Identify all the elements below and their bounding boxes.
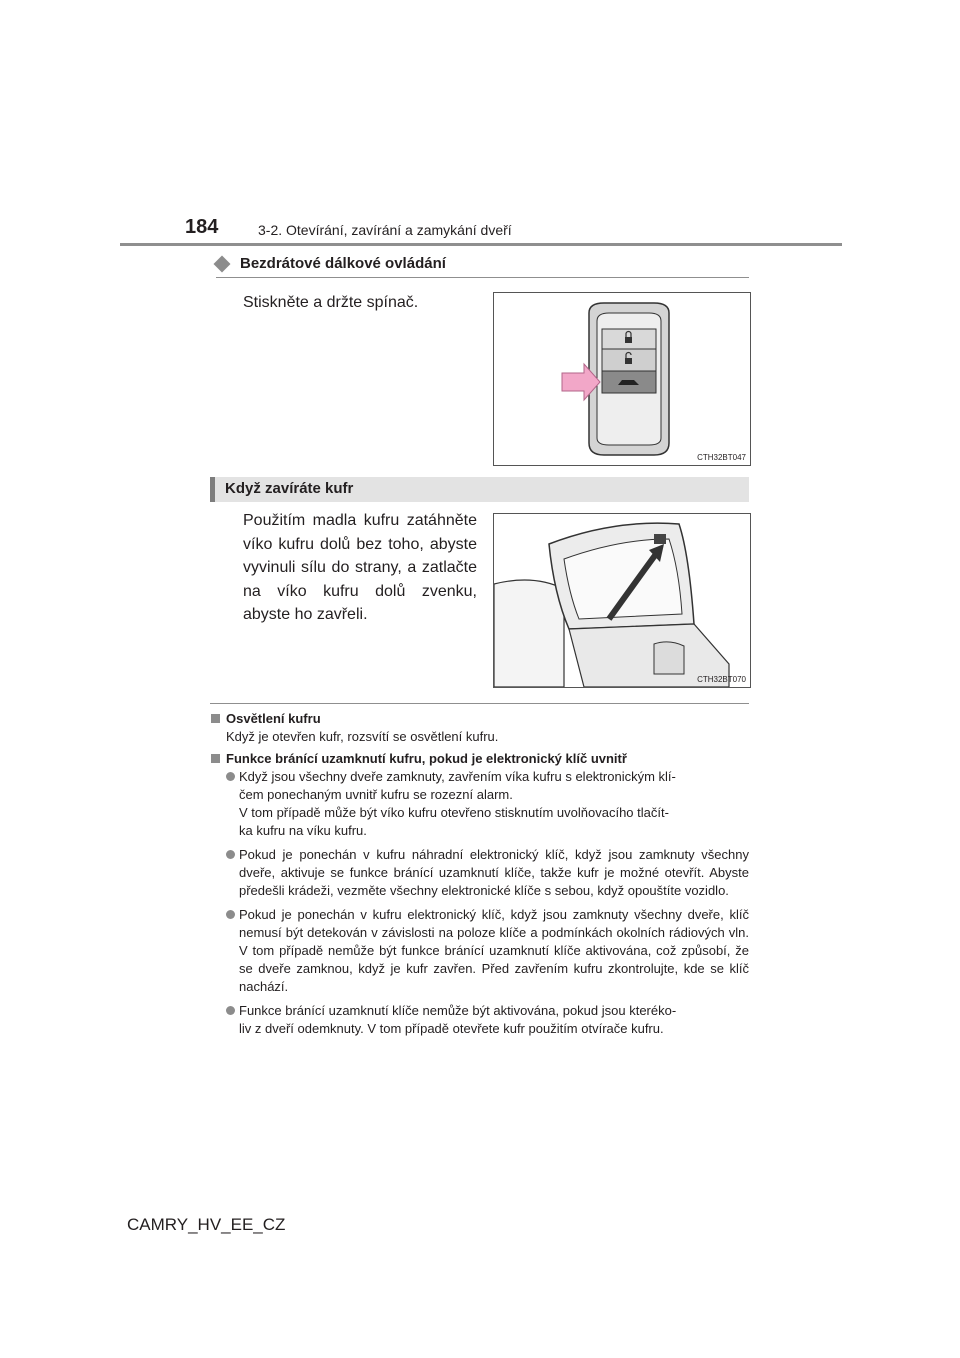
closing-heading-label: Když zavíráte kufr (225, 480, 354, 497)
square-bullet-icon (211, 714, 220, 723)
list-item (210, 768, 749, 840)
round-bullet-icon (226, 1006, 235, 1015)
section-divider (216, 277, 749, 278)
key-fob-figure (493, 292, 751, 466)
figure-code: CTH32BT047 (697, 453, 746, 462)
chapter-title: 3-2. Otevírání, zavírání a zamykání dveří (258, 222, 512, 238)
bullet-text: Pokud je ponechán v kufru elektronický klíč, když jsou zamknuty všechny dveře, klíč nemusí být detekován v závislosti na poloze klíče a podmínkách okolních rádiových vln. V tom případě nemůže být funkce bránící uzamknutí klíče aktivována, což způsobí, že se dveře zamknou, když je kufr zavřen. Před zavřením kufru zkontrolujte, kde se klíč nachází. (239, 907, 749, 994)
round-bullet-icon (226, 850, 235, 859)
notes-section (210, 710, 749, 1044)
notes-divider (210, 703, 749, 704)
note-heading (210, 750, 749, 768)
figure-code: CTH32BT070 (697, 675, 746, 684)
page-number: 184 (185, 216, 219, 238)
square-bullet-icon (211, 754, 220, 763)
closing-heading (210, 477, 749, 502)
bullet-text: Funkce bránící uzamknutí klíče nemůže být aktivována, pokud jsou kteréko- liv z dveří odemknuty. V tom případě otevřete kufr použitím otvírače kufru. (239, 1003, 677, 1036)
closing-instruction: Použitím madla kufru zatáhněte víko kufru dolů bez toho, abyste vyvinuli sílu do strany, a zatlačte na víko kufru dolů zvenku, abyste ho zavřeli. (243, 512, 477, 623)
header-divider (120, 243, 842, 246)
round-bullet-icon (226, 910, 235, 919)
section-title-text: Bezdrátové dálkové ovládání (240, 255, 446, 272)
list-item (210, 846, 749, 900)
note-heading-text: Osvětlení kufru (226, 711, 321, 726)
list-item (210, 906, 749, 996)
trunk-figure (493, 513, 751, 688)
key-fob-illustration (494, 293, 750, 465)
round-bullet-icon (226, 772, 235, 781)
note-heading (210, 710, 749, 728)
heading-accent (210, 477, 215, 502)
footer-code: CAMRY_HV_EE_CZ (127, 1215, 286, 1234)
diamond-icon (214, 255, 231, 272)
list-item (210, 1002, 749, 1038)
remote-instruction: Stiskněte a držte spínač. (243, 294, 419, 311)
note-text: Když je otevřen kufr, rozsvítí se osvětlení kufru. (226, 729, 499, 744)
trunk-illustration (494, 514, 750, 687)
note-heading-text: Funkce bránící uzamknutí kufru, pokud je elektronický klíč uvnitř (226, 751, 627, 766)
section-title (216, 255, 446, 272)
bullet-text: Když jsou všechny dveře zamknuty, zavřením víka kufru s elektronickým klí- čem ponechaným uvnitř kufru se rozezní alarm. V tom případě může být víko kufru otevřeno stisknutím uvolňovacího tlačít- ka kufru na víku kufru. (239, 769, 676, 838)
bullet-text: Pokud je ponechán v kufru náhradní elektronický klíč, když jsou zamknuty všechny dveře, aktivuje se funkce bránící uzamknutí klíče, takže kufr je možné otevřít. Abyste předešli krádeži, vezměte všechny elektronické klíče s sebou, když opouštíte vozidlo. (239, 847, 749, 898)
